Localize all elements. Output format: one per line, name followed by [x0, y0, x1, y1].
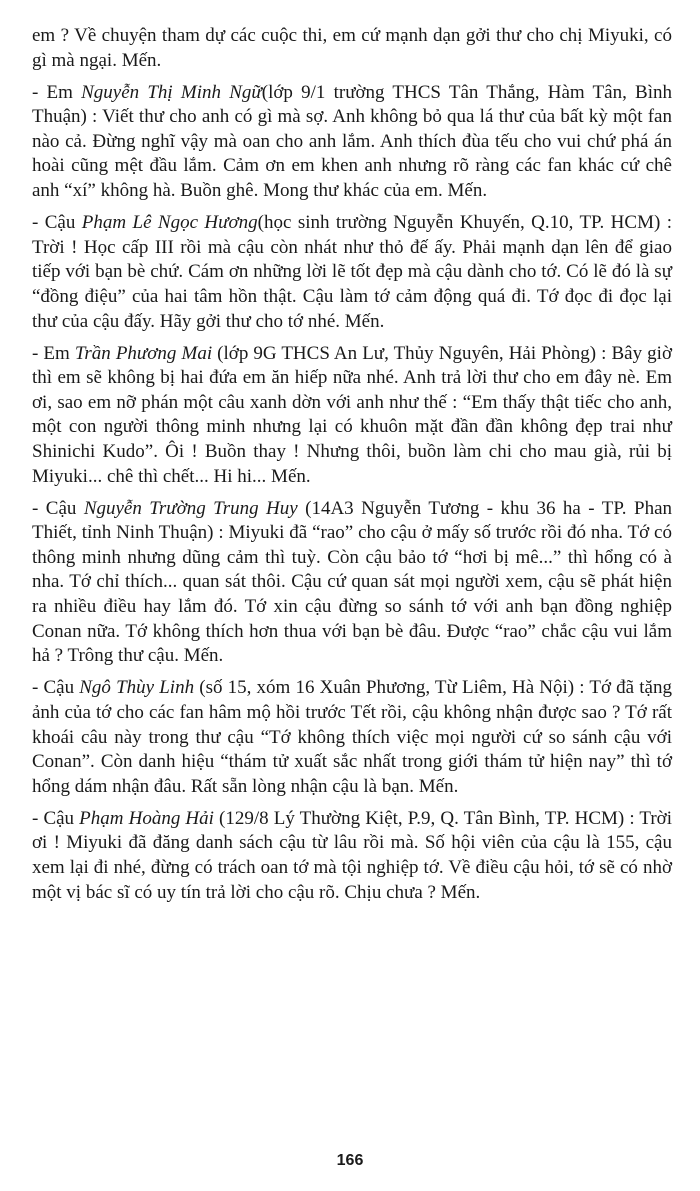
entry-text: (14A3 Nguyễn Tương - khu 36 ha - TP. Phan Thiết, tỉnh Ninh Thuận) : Miyuki đã “rao” cho cậu ở mấy số trước rồi đó nha. Tớ có thông minh nhưng dũng cảm thì tuỳ. Còn cậu bảo tớ “hơi bị mê...” thì hổng có à nha. Tớ chỉ thích... quan sát thôi. Cậu cứ quan sát mọi người xem, cậu sẽ phát hiện ra nhiều điều hay lắm đó. Tớ xin cậu đừng so sánh tớ với anh bạn đồng nghiệp Conan nữa. Tớ không thích hơn thua với bạn bè đâu. Được “rao” chắc cậu vui lắm hả ? Trông thư cậu. Mến.	[32, 497, 672, 667]
entry-text: (học sinh trường Nguyễn Khuyến, Q.10, TP. HCM) : Trời ! Học cấp III rồi mà cậu còn nhát như thỏ đế ấy. Phải mạnh dạn lên để giao tiếp với bạn bè chứ. Cám ơn những lời lẽ tốt đẹp mà cậu dành cho tớ. Có lẽ đó là sự “đồng điệu” của hai tâm hồn thật. Cậu làm tớ cảm động quá đi. Tớ đọc đi đọc lại thư của cậu đấy. Hãy gởi thư cho tớ nhé. Mến.	[32, 212, 672, 332]
entry-prefix: - Cậu	[32, 807, 80, 829]
entry-text: (129/8 Lý Thường Kiệt, P.9, Q. Tân Bình, TP. HCM) : Trời ơi ! Miyuki đã đăng danh sách cậu từ lâu rồi mà. Số hội viên của cậu là 155, cậu xem lại đi nhé, đừng có trách oan tớ mà tội nghiệp tớ. Về điều cậu hỏi, tớ sẽ có nhờ một vị bác sĩ có uy tín trả lời cho cậu rõ. Chịu chưa ? Mến.	[32, 807, 672, 903]
page-body	[32, 24, 672, 913]
entry-text: (số 15, xóm 16 Xuân Phương, Từ Liêm, Hà Nội) : Tớ đã tặng ảnh của tớ cho các fan hâm mộ hồi trước Tết rồi, cậu không nhận được sao ? Tớ rất khoái câu này trong thư cậu “Tớ không thích việc mọi người cứ so sánh cậu với Conan”. Còn danh hiệu “thám tử xuất sắc nhất trong giới thám tử hiện nay” thì tớ hổng dám nhận đâu. Rất sẵn lòng nhận cậu là bạn. Mến.	[32, 677, 672, 797]
reply-entry-1	[32, 81, 672, 204]
entry-prefix: - Cậu	[32, 677, 80, 699]
entry-prefix: - Em	[32, 342, 75, 364]
entry-text: (lớp 9/1 trường THCS Tân Thắng, Hàm Tân, Bình Thuận) : Viết thư cho anh có gì mà sợ. Anh không bỏ qua lá thư của bất kỳ một fan nào cả. Đừng nghĩ vậy mà oan cho anh lắm. Anh thích đùa tếu cho vui chứ phá án hoài cũng mệt đầu lắm. Cảm ơn em khen anh nhưng rõ ràng các fan khác cứ chê anh “xí” không hà. Buồn ghê. Mong thư khác của em. Mến.	[32, 81, 672, 202]
reply-entry-5	[32, 676, 672, 799]
reply-entry-4	[32, 497, 672, 669]
reader-name: Ngô Thùy Linh	[79, 677, 195, 699]
entry-prefix: - Em	[32, 81, 82, 103]
intro-paragraph: em ? Về chuyện tham dự các cuộc thi, em cứ mạnh dạn gởi thư cho chị Miyuki, có gì mà ngại. Mến.	[32, 25, 672, 71]
entry-prefix: - Cậu	[32, 497, 84, 519]
entry-prefix: - Cậu	[32, 212, 82, 234]
entry-text: (lớp 9G THCS An Lư, Thủy Nguyên, Hải Phòng) : Bây giờ thì em sẽ không bị hai đứa em ăn hiếp nữa nhé. Anh trả lời thư cho em đây nè. Em ơi, sao em nỡ phán một câu xanh dờn với anh như thế : “Em thấy thật tiếc cho anh, một con người thông minh nhưng lại có khuôn mặt đần đần không đẹp trai như Shinichi Kudo”. Ôi ! Buồn thay ! Nhưng thôi, buồn làm chi cho mau già, rủi bị Miyuki... chê thì chết... Hi hi... Mến.	[32, 342, 672, 487]
reply-entry-3	[32, 342, 672, 490]
page-number: 166	[336, 1152, 364, 1169]
reader-name: Nguyễn Thị Minh Ngữ	[81, 81, 262, 103]
reply-entry-6	[32, 807, 672, 905]
reply-entry-2	[32, 211, 672, 334]
reader-name: Nguyễn Trường Trung Huy	[83, 497, 298, 519]
reader-name: Phạm Hoàng Hải	[79, 807, 214, 829]
reader-name: Phạm Lê Ngọc Hương	[81, 212, 258, 234]
reader-name: Trần Phương Mai	[74, 342, 213, 364]
